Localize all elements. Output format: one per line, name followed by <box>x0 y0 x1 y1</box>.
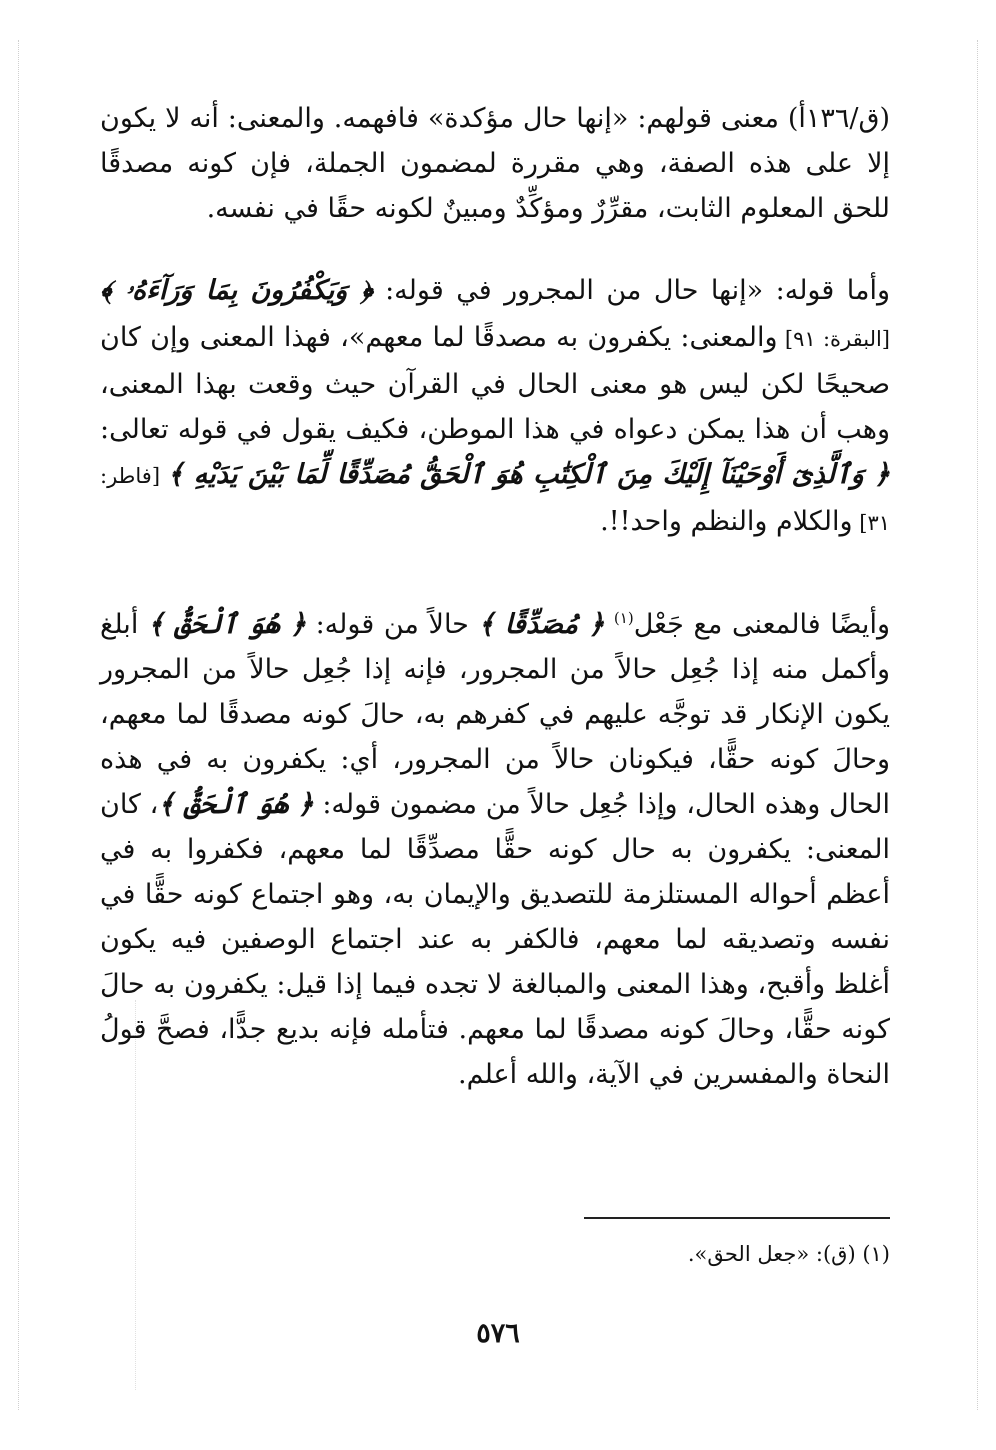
footnote-separator <box>584 1217 890 1219</box>
scan-edge-right <box>977 40 978 1410</box>
paragraph-text <box>604 609 614 640</box>
verse-reference: [فاطر: ٣١] <box>100 464 890 535</box>
paragraph-3 <box>100 596 890 1097</box>
page-number: ٥٧٦ <box>476 1318 520 1349</box>
paragraph-text: والمعنى: يكفرون به مصدقًا لما معهم»، فهذا المعنى وإن كان صحيحًا لكن ليس هو معنى الحال في القرآن حيث وقعت بهذا المعنى، وهب أن هذا يمكن دعواه في هذا الموطن، فكيف يقول في قوله تعالى: <box>100 322 890 445</box>
footnote: (١) (ق): «جعل الحق». <box>687 1242 890 1266</box>
paragraph-text: (ق/١٣٦أ) معنى قولهم: «إنها حال مؤكدة» فافهمه. والمعنى: أنه لا يكون إلا على هذه الصفة، وهي مقررة لمضمون الجملة، فإن كونه مصدقًا للحق المعلوم الثابت، مقرِّرٌ ومؤكِّدٌ ومبينٌ لكونه حقًا في نفسه. <box>100 103 890 224</box>
paragraph-text: أبلغ وأكمل منه إذا جُعِل حالاً من المجرور، فإنه إذا جُعِل حالاً من المجرور يكون الإنكار قد توجَّه عليهم في كفرهم به، حالَ كونه مصدقًا لما معهم، وحالَ كونه حقًّا، فيكونان حالاً من المجرور، أي: يكفرون به في هذه الحال وهذه الحال، وإذا جُعِل حالاً من مضمون قوله: <box>100 609 890 820</box>
quran-verse: ﴿ وَٱلَّذِىٓ أَوْحَيْنَآ إِلَيْكَ مِنَ ٱلْكِتَٰبِ هُوَ ٱلْحَقُّ مُصَدِّقًا لِّمَا بَيْنَ يَدَيْهِ ﴾ <box>167 459 890 490</box>
paragraph-text: ، كان المعنى: يكفرون به حال كونه حقًّا مصدِّقًا لما معهم، فكفروا به في أعظم أحواله المستلزمة للتصديق والإيمان به، وهو اجتماع كونه حقًّا في نفسه وتصديقه لما معهم، فالكفر به عند اجتماع الوصفين فيه يكون أغلظ وأقبح، وهذا المعنى والمبالغة لا تجده فيما إذا قيل: يكفرون به حالَ كونه حقًّا، وحالَ كونه مصدقًا لما معهم. فتأمله فإنه بديع جدًّا، فصحَّ قولُ النحاة والمفسرين في الآية، والله أعلم. <box>100 789 890 1090</box>
paragraph-1 <box>100 96 890 231</box>
quran-verse: ﴿ هُوَ ٱلْحَقُّ ﴾ <box>158 789 314 820</box>
paragraph-text: حالاً من قوله: <box>305 609 479 640</box>
quran-verse: ﴿ مُصَدِّقًا ﴾ <box>478 609 605 640</box>
paragraph-2 <box>100 268 890 546</box>
quran-verse: ﴿ هُوَ ٱلْحَقُّ ﴾ <box>147 609 306 640</box>
paragraph-text: والكلام والنظم واحد!!. <box>600 506 853 537</box>
scan-edge-left <box>18 40 19 1410</box>
paragraph-text: وأما قوله: «إنها حال من المجرور في قوله: <box>372 275 891 306</box>
footnote-marker: (١) <box>613 609 634 627</box>
verse-reference: [البقرة: ٩١] <box>777 327 890 351</box>
paragraph-text: وأيضًا فالمعنى مع جَعْل <box>633 609 890 640</box>
quran-verse: ﴿ وَيَكْفُرُونَ بِمَا وَرَآءَهُۥ ﴾ <box>100 275 373 306</box>
